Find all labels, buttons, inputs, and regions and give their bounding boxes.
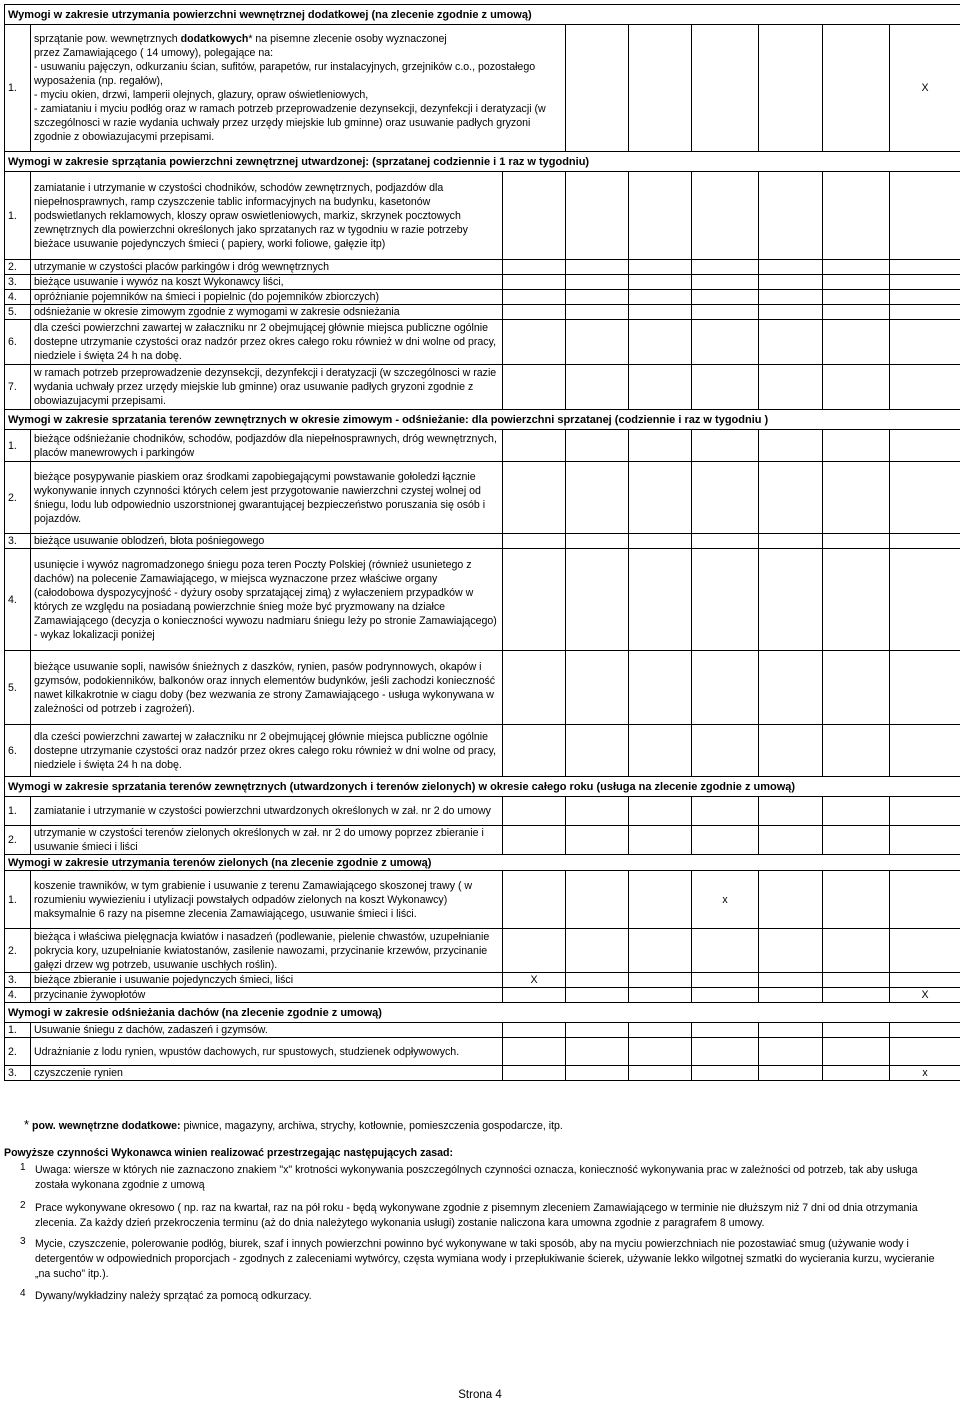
section-header-hard-surface: Wymogi w zakresie sprzątania powierzchni zewnętrznej utwardzonej: (sprzatanej codziennie i 1 raz w tygodniu) <box>5 152 960 172</box>
row-description: dla cześci powierzchni zawartej w załaczniku nr 2 obejmującej głównie miejsca publiczne ogólnie dostepne utrzymanie czystości oraz nadzór przez okres całego roku również w dni wolne od pracy, niedziele i święta 24 h na dobę. <box>31 320 503 365</box>
row-number: 5. <box>5 305 31 320</box>
table-row <box>5 651 960 725</box>
row-number: 5. <box>5 651 31 725</box>
row-description: czyszczenie rynien <box>31 1066 503 1081</box>
row-description: przycinanie żywopłotów <box>31 988 503 1003</box>
row-number: 6. <box>5 320 31 365</box>
table-row <box>5 25 960 152</box>
row-number: 3. <box>5 275 31 290</box>
table-row <box>5 365 960 410</box>
table-row <box>5 871 960 929</box>
page-number: Strona 4 <box>458 1389 502 1401</box>
note-number: 4 <box>20 1288 26 1299</box>
table-row <box>5 826 960 855</box>
row-number: 7. <box>5 365 31 410</box>
section-header-winter: Wymogi w zakresie sprzatania terenów zewnętrznych w okresie zimowym - odśnieżanie: dla powierzchni sprzatanej (codziennie i raz w tygodniu ) <box>5 410 960 430</box>
section-header-year-round: Wymogi w zakresie sprzatania terenów zewnętrznych (utwardzonych i terenów zielonych) w okresie całego roku (usługa na zlecenie zgodnie z umową) <box>5 777 960 797</box>
row-number: 2. <box>5 260 31 275</box>
row-description: zamiatanie i utrzymanie w czystości chodników, schodów zewnętrznych, podjazdów dla niepełnosprawnych, ramp czyszczenie tablic informacyjnych na budynku, kasetonów podswietlanych reklamowych, kloszy opraw oswietleniowych, markiz, skrzynek pocztowych zewnętrznych dla powierzchni określonych jako sprzatanych raz w tygodniu w razie potrzeby bieżace usuwanie pojedynczych śmieci ( papiery, worki foliowe, gałęzie itp) <box>31 172 503 260</box>
table-row <box>5 305 960 320</box>
row-number: 1. <box>5 797 31 826</box>
row-number: 4. <box>5 549 31 651</box>
table-row <box>5 462 960 534</box>
frequency-mark: X <box>890 25 960 152</box>
row-description: w ramach potrzeb przeprowadzenie dezynsekcji, dezynfekcji i deratyzacji (w szczególnosci w razie wydania uchwały przez urzędy miejskie lub gminne) oraz usuwanie padłych gryzoni zgodnie z obowiazujacymi przepisami. <box>31 365 503 410</box>
table-row <box>5 973 960 988</box>
row-description: koszenie trawników, w tym grabienie i usuwanie z terenu Zamawiającego skoszonej trawy ( w rozumieniu wywiezieniu i utylizacji powstałych odpadów zielonych na koszt Wykonawcy) maksymalnie 6 razy na pisemne zlecenia Zamawiającego, usuwanie śmieci i liści. <box>31 871 503 929</box>
row-description: sprzątanie pow. wewnętrznych dodatkowych* na pisemne zlecenie osoby wyznaczonej przez Zamawiającego ( 14 umowy), polegające na: - usuwaniu pajęczyn, odkurzaniu ścian, sufitów, parapetów, rur instalacyjnych, grzejników c.o., pozostałego wyposażenia (np. regałów), - myciu okien, drzwi, lamperii olejnych, glazury, opraw oświetleniowych, - zamiataniu i myciu podłóg oraz w ramach potrzeb przeprowadzenie dezynsekcji, dezynfekcji i deratyzacji (w szczególnosci w razie wydania uchwały przez urzędy miejskie lub gminne) oraz usuwanie padłych gryzoni zgodnie z obowiazujacymi przepisami. <box>31 25 566 152</box>
row-description: bieżące usuwanie sopli, nawisów śnieżnych z daszków, rynien, pasów podrynnowych, okapów i gzymsów, podokienników, balkonów oraz innych elementów budynków, jeśli zachodzi konieczność nawet kilkakrotnie w ciagu doby (bez wezwania ze strony Zamawiającego - usługa wykonywana w zależności od potrzeb i zagrożeń). <box>31 651 503 725</box>
row-description: bieżące usuwanie i wywóz na koszt Wykonawcy liści, <box>31 275 503 290</box>
row-description: Usuwanie śniegu z dachów, zadaszeń i gzymsów. <box>31 1023 503 1038</box>
table-row <box>5 725 960 777</box>
row-description: dla cześci powierzchni zawartej w załaczniku nr 2 obejmującej głównie miejsca publiczne ogólnie dostepne utrzymanie czystości oraz nadzór przez okres całego roku również w dni wolne od pracy, niedziele i święta 24 h na dobę. <box>31 725 503 777</box>
section-header-roofs: Wymogi w zakresie odśnieżania dachów (na zlecenie zgodnie z umową) <box>5 1003 960 1023</box>
row-number: 6. <box>5 725 31 777</box>
section-header-green-areas: Wymogi w zakresie utrzymania terenów zielonych (na zlecenie zgodnie z umową) <box>5 855 960 871</box>
row-number: 3. <box>5 1066 31 1081</box>
footnote <box>24 1117 563 1132</box>
frequency-mark: x <box>890 1066 960 1081</box>
row-description: zamiatanie i utrzymanie w czystości powierzchni utwardzonych określonych w zał. nr 2 do umowy <box>31 797 503 826</box>
notes-title: Powyższe czynności Wykonawca winien realizować przestrzegając następujących zasad: <box>4 1147 454 1159</box>
note-text: Mycie, czyszczenie, polerowanie podłóg, biurek, szaf i innych powierzchni powinno być wykonywane w taki sposób, aby na myciu powierzchniach nie pozostawiać smug (używanie wody i detergentów w odpowiednich proporcjach - zgodnych z zaleceniami wytwórcy, częsta wymiana wody i przepłukiwanie ścierek, używanie lekko wilgotnej szmatki do wycierania kurzu, wycieranie „na sucho” itp.). <box>35 1238 935 1280</box>
frequency-mark: X <box>503 973 566 988</box>
note-number: 2 <box>20 1200 26 1211</box>
table-row <box>5 260 960 275</box>
table-row <box>5 172 960 260</box>
table-row <box>5 275 960 290</box>
section-header-interior: Wymogi w zakresie utrzymania powierzchni wewnętrznej dodatkowej (na zlecenie zgodnie z umową) <box>5 5 960 25</box>
row-description: bieżąca i właściwa pielęgnacja kwiatów i nasadzeń (podlewanie, pielenie chwastów, uzupełnianie pokrycia kory, uzupełnianie kwiatostanów, zasilenie nawozami, przycinanie krzewów, przycinanie gałęzi drzew wg potrzeb, usuwanie uschłych roślin). <box>31 929 503 973</box>
footnote-label: pow. wewnętrzne dodatkowe: <box>32 1120 181 1132</box>
table-row <box>5 1023 960 1038</box>
row-description: utrzymanie w czystości placów parkingów i dróg wewnętrznych <box>31 260 503 275</box>
row-number: 4. <box>5 988 31 1003</box>
table-row <box>5 1038 960 1066</box>
row-description: odśnieżanie w okresie zimowym zgodnie z wymogami w zakresie odsnieżania <box>31 305 503 320</box>
section-header-row <box>5 855 960 871</box>
row-description: bieżące zbieranie i usuwanie pojedynczych śmieci, liści <box>31 973 503 988</box>
section-header-row <box>5 152 960 172</box>
section-header-row <box>5 1003 960 1023</box>
row-number: 3. <box>5 973 31 988</box>
table-row <box>5 430 960 462</box>
footnote-text: piwnice, magazyny, archiwa, strychy, kotłownie, pomieszczenia gospodarcze, itp. <box>180 1120 563 1132</box>
row-number: 2. <box>5 1038 31 1066</box>
row-number: 2. <box>5 462 31 534</box>
row-description: bieżące posypywanie piaskiem oraz środkami zapobiegającymi powstawanie gołoledzi łącznie wykonywanie innych czynności których celem jest przygotowanie nawierzchni czystej wolnej od śniegu, lodu lub odpowiednio uszorstnionej gwarantującej bezpieczeństwo poruszania się osób i pojazdów. <box>31 462 503 534</box>
row-description: utrzymanie w czystości terenów zielonych określonych w zał. nr 2 do umowy poprzez zbieranie i usuwanie śmieci i liści <box>31 826 503 855</box>
frequency-mark: x <box>692 871 759 929</box>
note-text: Uwaga: wiersze w których nie zaznaczono znakiem "x" krotności wykonywania poszczególnych czynności oznacza, konieczność wykonywania prac w zależności od potrzeb, tak aby usługa została wykonana zgodnie z umową <box>35 1164 918 1191</box>
table-row <box>5 549 960 651</box>
row-number: 1. <box>5 430 31 462</box>
table-row <box>5 929 960 973</box>
row-number: 1. <box>5 871 31 929</box>
note-number: 1 <box>20 1162 26 1173</box>
row-description: Udrażnianie z lodu rynien, wpustów dachowych, rur spustowych, studzienek odpływowych. <box>31 1038 503 1066</box>
row-description: usunięcie i wywóz nagromadzonego śniegu poza teren Poczty Polskiej (również usunietego z dachów) na polecenie Zamawiającego, w miejsca wyznaczone przez właściwe organy (całodobowa dyspozycyjność - dyżury osoby sprzatającej zimą) z wyłaczeniem przypadków w których ze względu na posiadaną powierzchnie śnieg może być pryzmowany na działce Zamawiającego (decyzja o konieczności wywozu nadmiaru śniegu leży po stronie Zamawiającego) - wykaz lokalizacji poniżej <box>31 549 503 651</box>
row-number: 1. <box>5 172 31 260</box>
row-number: 1. <box>5 25 31 152</box>
section-header-row <box>5 5 960 25</box>
footnote-star: * <box>24 1117 30 1132</box>
table-row <box>5 797 960 826</box>
row-description: bieżące odśnieżanie chodników, schodów, podjazdów dla niepełnosprawnych, dróg wewnętrznych, placów manewrowych i parkingów <box>31 430 503 462</box>
row-number: 2. <box>5 929 31 973</box>
table-row <box>5 1066 960 1081</box>
row-description: bieżące usuwanie oblodzeń, błota pośniegowego <box>31 534 503 549</box>
row-number: 1. <box>5 1023 31 1038</box>
row-number: 3. <box>5 534 31 549</box>
table-row <box>5 534 960 549</box>
section-header-row <box>5 777 960 797</box>
section-header-row <box>5 410 960 430</box>
row-number: 2. <box>5 826 31 855</box>
table-row <box>5 290 960 305</box>
note-text: Dywany/wykładziny należy sprzątać za pomocą odkurzacy. <box>35 1290 312 1302</box>
table-row <box>5 988 960 1003</box>
frequency-mark: X <box>890 988 960 1003</box>
row-number: 4. <box>5 290 31 305</box>
row-description: opróżnianie pojemników na śmieci i popielnic (do pojemników zbiorczych) <box>31 290 503 305</box>
requirements-table <box>4 4 960 1081</box>
table-row <box>5 320 960 365</box>
note-number: 3 <box>20 1236 26 1247</box>
note-text: Prace wykonywane okresowo ( np. raz na kwartał, raz na pół roku - będą wykonywane zgodnie z pisemnym zleceniem Zamawiającego w terminie nie dłuższym niż 7 dni od dnia otrzymania zlecenia. Za każdy dzień przekroczenia terminu (aż do dnia należytego wykonania usługi) zostanie naliczona kara umowna zgodnie z paragrafem 8 umowy. <box>35 1202 918 1229</box>
